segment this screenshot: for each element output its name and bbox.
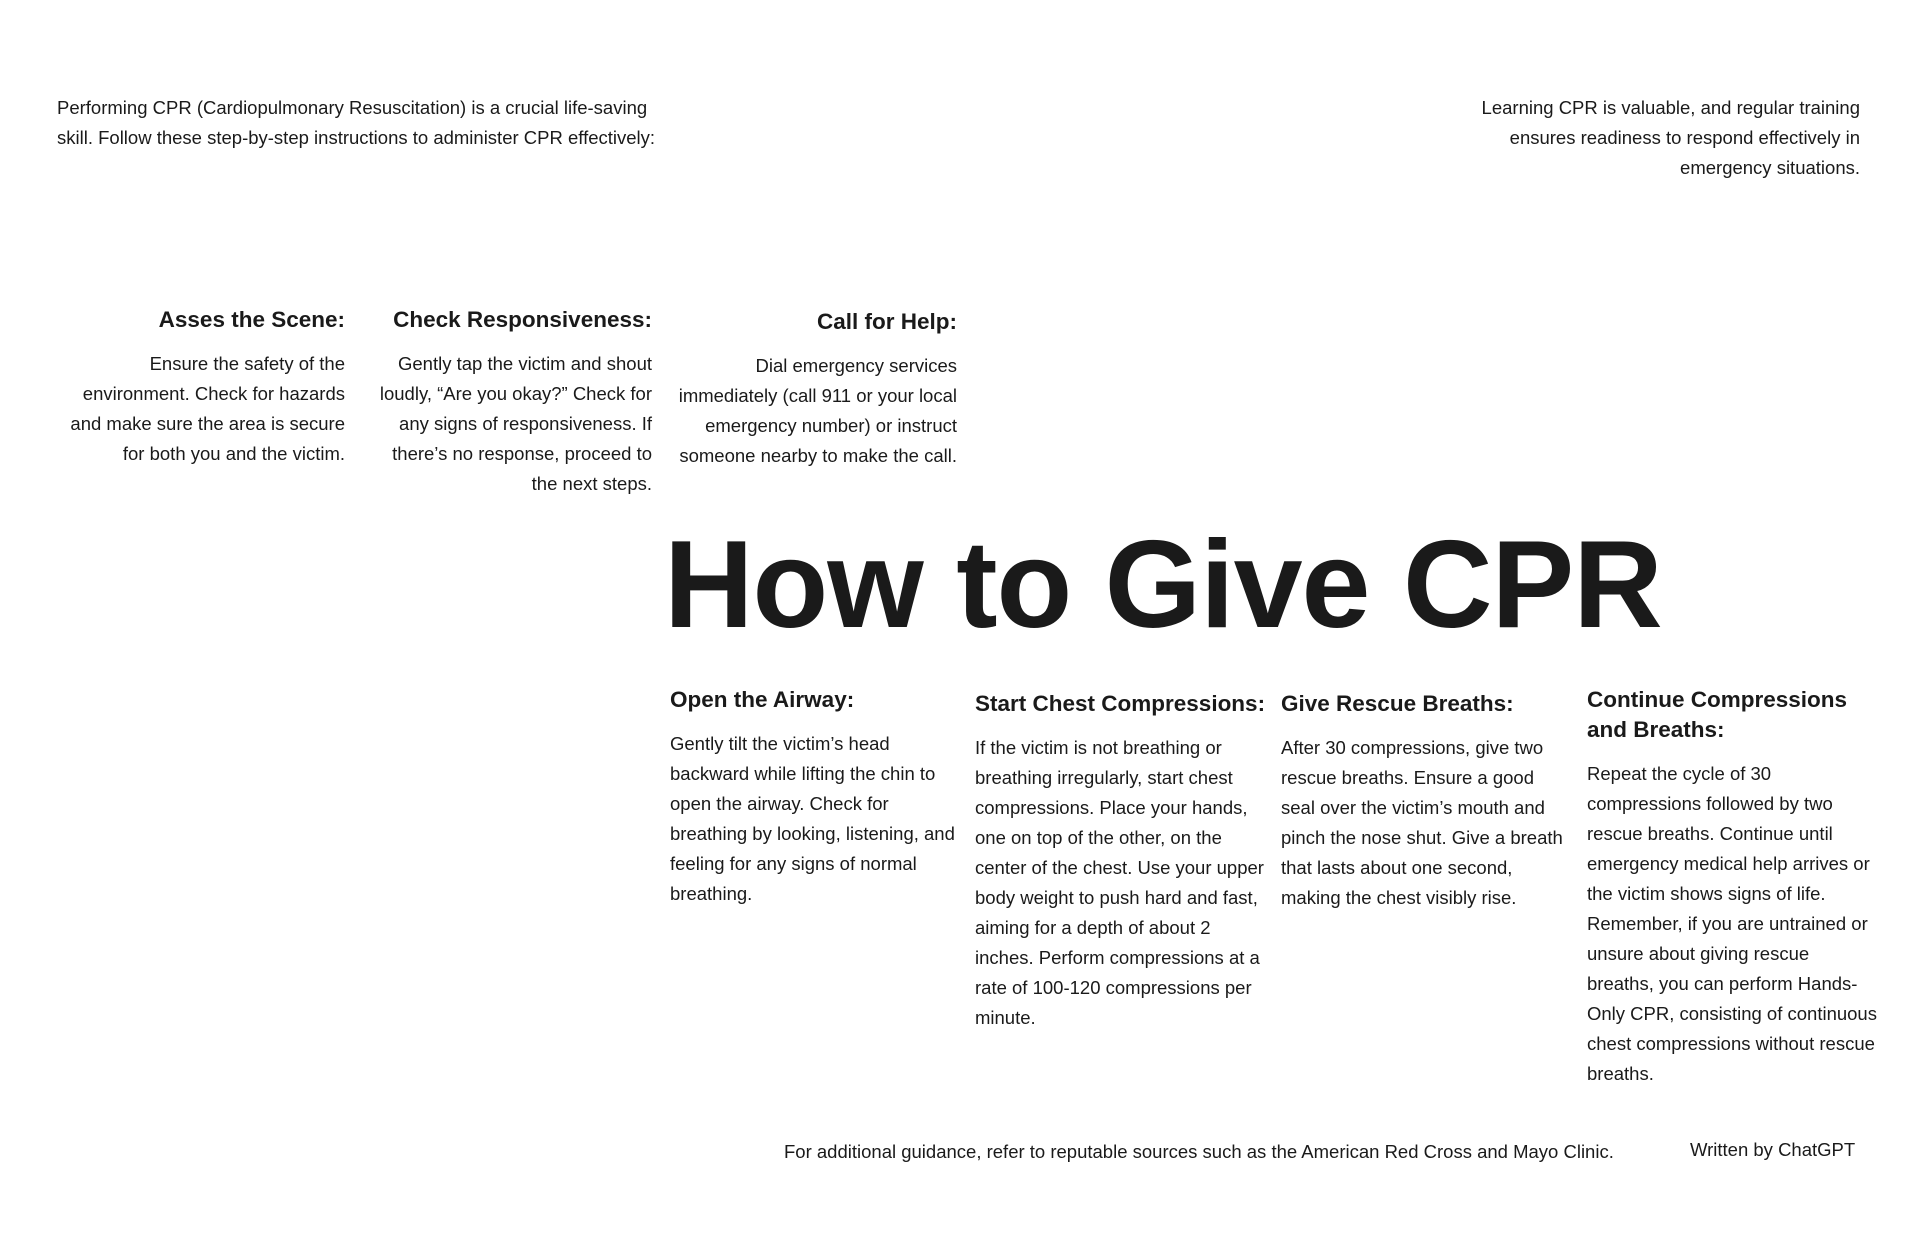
step-body: Gently tap the victim and shout loudly, “Are you okay?” Check for any signs of responsiveness. If there’s no response, proceed to the next steps. [379,353,652,494]
step-body: After 30 compressions, give two rescue breaths. Ensure a good seal over the victim’s mouth and pinch the nose shut. Give a breath that lasts about one second, making the chest visibly rise. [1281,737,1563,908]
step-heading: Open the Airway: [670,687,855,712]
step-assess-scene [57,305,345,469]
step-heading: Asses the Scene: [158,307,345,332]
step-open-airway [670,685,960,909]
step-body: Repeat the cycle of 30 compressions followed by two rescue breaths. Continue until emergency medical help arrives or the victim shows signs of life. Remember, if you are untrained or unsure about giving rescue breaths, you can perform Hands-Only CPR, consisting of continuous chest compressions without rescue breaths. [1587,763,1877,1084]
intro-left-text: Performing CPR (Cardiopulmonary Resuscitation) is a crucial life-saving skill. Follow these step-by-step instructions to administer CPR effectively: [57,97,656,148]
step-body: Dial emergency services immediately (call 911 or your local emergency number) or instruct someone nearby to make the call. [678,355,957,466]
step-chest-compressions [975,689,1267,1033]
footer-credit: Written by ChatGPT [1690,1139,1856,1160]
page-title: How to Give CPR [664,516,1662,654]
step-heading: Give Rescue Breaths: [1281,691,1514,716]
step-body: If the victim is not breathing or breathing irregularly, start chest compressions. Place your hands, one on top of the other, on the center of the chest. Use your upper body weight to push hard and fast, aiming for a depth of about 2 inches. Perform compressions at a rate of 100-120 compressions per minute. [975,737,1264,1028]
step-continue-cycle [1587,685,1879,1089]
step-call-for-help [670,307,957,471]
footer-guidance-note: For additional guidance, refer to reputable sources such as the American Red Cross and Mayo Clinic. [784,1141,1614,1162]
step-heading: Continue Compressions and Breaths: [1587,687,1848,742]
step-heading: Call for Help: [816,309,957,334]
step-body: Ensure the safety of the environment. Check for hazards and make sure the area is secure for both you and the victim. [70,353,345,464]
step-check-responsiveness [362,305,652,499]
step-rescue-breaths [1281,689,1573,913]
step-body: Gently tilt the victim’s head backward while lifting the chin to open the airway. Check for breathing by looking, listening, and feeling for any signs of normal breathing. [670,733,955,904]
step-heading: Check Responsiveness: [393,307,652,332]
intro-right-text: Learning CPR is valuable, and regular training ensures readiness to respond effectively in emergency situations. [1481,97,1860,178]
step-heading: Start Chest Compressions: [975,691,1266,716]
